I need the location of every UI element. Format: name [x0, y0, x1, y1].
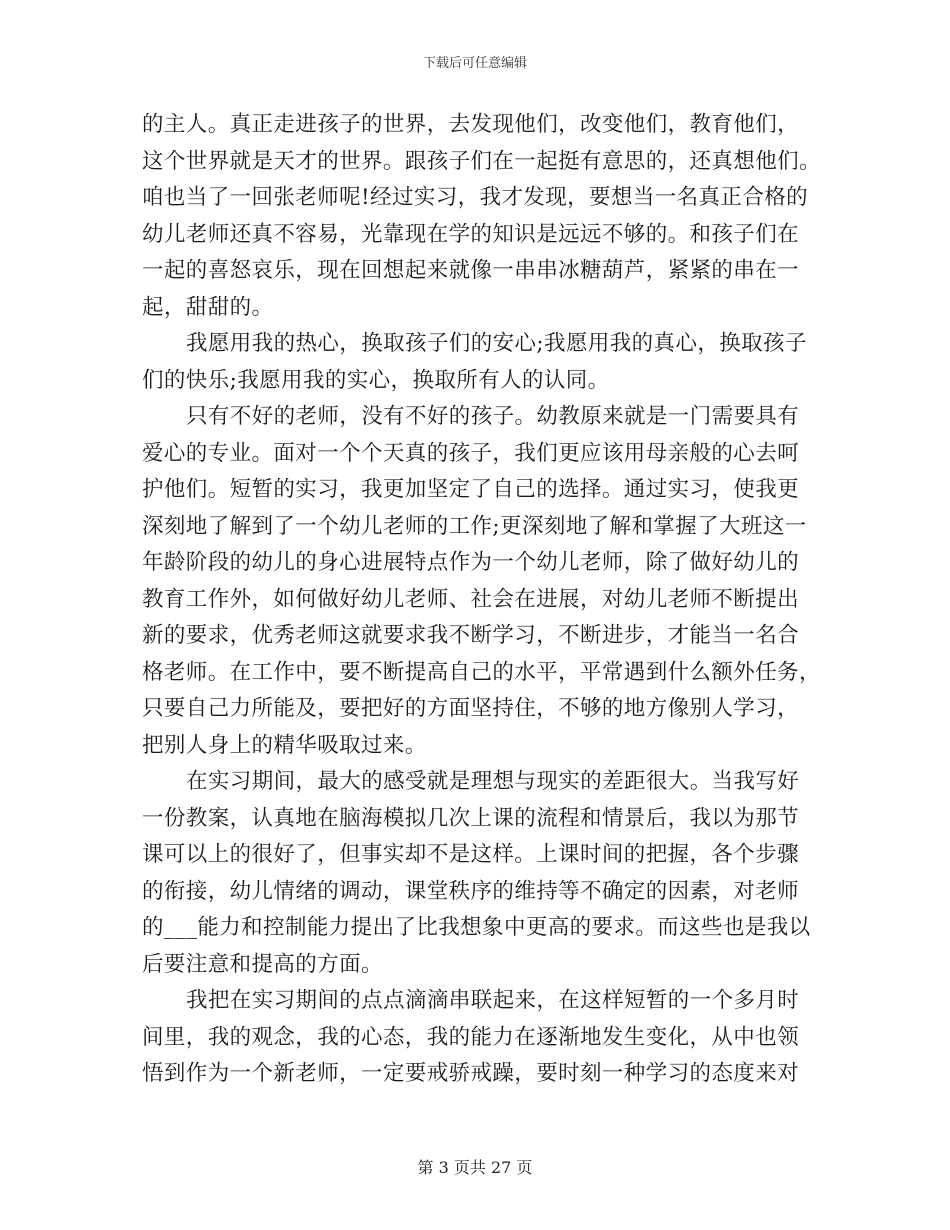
text-line: 们的快乐;我愿用我的实心，换取所有人的认同。 — [142, 367, 610, 393]
text-line: 只有不好的老师，没有不好的孩子。幼教原来就是一门需要具有 — [186, 404, 800, 429]
text-line: 我把在实习期间的点点滴滴串联起来，在这样短暂的一个多月时 — [186, 988, 800, 1013]
text-line: 的衔接，幼儿情绪的调动，课堂秩序的维持等不确定的因素，对老师 — [142, 878, 800, 904]
text-line: 的___能力和控制能力提出了比我想象中更高的要求。而这些也是我以 — [142, 915, 811, 940]
page-header: 下载后可任意编辑 — [422, 56, 527, 71]
page-number: 第 3 页共 27 页 — [417, 1158, 533, 1177]
text-line: 课可以上的很好了，但事实却不是这样。上课时间的把握，各个步骤 — [142, 842, 800, 867]
text-line: 护他们。短暂的实习，我更加坚定了自己的选择。通过实习，使我更 — [142, 477, 800, 502]
text-line: 起，甜甜的。 — [142, 294, 274, 320]
text-line: 把别人身上的精华吸取过来。 — [142, 732, 427, 758]
document-body — [142, 107, 821, 1093]
text-line: 新的要求，优秀老师这就要求我不断学习，不断进步，才能当一名合 — [142, 623, 800, 648]
text-line: 幼儿老师还真不容易，光靠现在学的知识是远远不够的。和孩子们在 — [142, 221, 800, 247]
text-line: 爱心的专业。面对一个个天真的孩子，我们更应该用母亲般的心去呵 — [142, 440, 800, 466]
text-line: 在实习期间，最大的感受就是理想与现实的差距很大。当我写好 — [186, 769, 800, 794]
text-line: 深刻地了解到了一个幼儿老师的工作;更深刻地了解和掌握了大班这一 — [142, 513, 807, 539]
text-line: 教育工作外，如何做好幼儿老师、社会在进展，对幼儿老师不断提出 — [142, 586, 800, 612]
text-line: 只要自己力所能及，要把好的方面坚持住，不够的地方像别人学习， — [142, 696, 800, 721]
paragraph-3 — [142, 399, 821, 764]
paragraph-5 — [142, 983, 812, 1093]
text-line: 一起的喜怒哀乐，现在回想起来就像一串串冰糖葫芦，紧紧的串在一 — [142, 258, 800, 283]
text-line: 咱也当了一回张老师呢!经过实习，我才发现，要想当一名真正合格的 — [142, 185, 809, 210]
text-line: 一份教案，认真地在脑海模拟几次上课的流程和情景后，我以为那节 — [142, 805, 800, 831]
paragraph-2 — [142, 326, 812, 399]
text-line: 悟到作为一个新老师，一定要戒骄戒躁，要时刻一种学习的态度来对 — [142, 1061, 800, 1086]
text-line: 年龄阶段的幼儿的身心进展特点作为一个幼儿老师，除了做好幼儿的 — [142, 550, 800, 575]
paragraph-1 — [142, 107, 821, 326]
text-line: 格老师。在工作中，要不断提高自己的水平，平常遇到什么额外任务， — [142, 659, 821, 685]
paragraph-4 — [142, 764, 812, 983]
text-line: 后要注意和提高的方面。 — [142, 951, 383, 977]
text-line: 这个世界就是天才的世界。跟孩子们在一起挺有意思的，还真想他们。 — [142, 148, 821, 174]
text-line: 的主人。真正走进孩子的世界，去发现他们，改变他们，教育他们， — [142, 112, 800, 137]
text-line: 间里，我的观念，我的心态，我的能力在逐渐地发生变化，从中也领 — [142, 1024, 800, 1050]
text-line: 我愿用我的热心，换取孩子们的安心;我愿用我的真心，换取孩子 — [186, 331, 807, 356]
